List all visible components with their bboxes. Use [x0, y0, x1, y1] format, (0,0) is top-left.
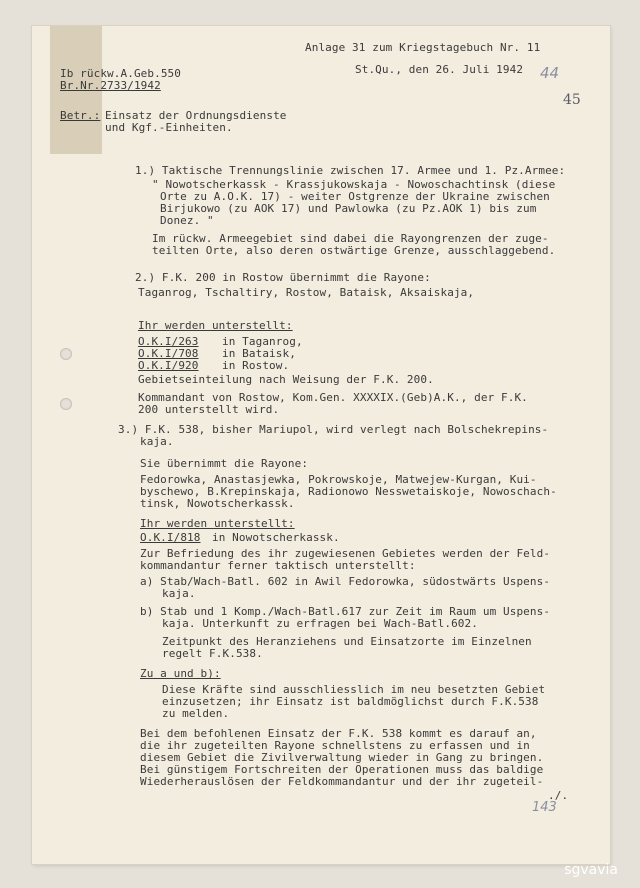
page-number: 45 [563, 92, 581, 108]
body-line: Diese Kräfte sind ausschliesslich im neu besetzten Gebiet [162, 683, 546, 696]
body-line: zu melden. [162, 707, 230, 720]
reference-number: Br.Nr.2733/1942 [60, 79, 161, 92]
body-line: Orte zu A.O.K. 17) - weiter Ostgrenze der Ukraine zwischen [160, 190, 550, 203]
punch-hole-top [60, 348, 72, 360]
body-line: regelt F.K.538. [162, 647, 263, 660]
body-line: kaja. [162, 587, 196, 600]
body-line: Bei günstigem Fortschreiten der Operationen muss das baldige [140, 763, 544, 776]
body-line: 2.) F.K. 200 in Rostow übernimmt die Rayone: [135, 271, 431, 284]
punch-hole-bottom [60, 398, 72, 410]
body-line: Bei dem befohlenen Einsatz der F.K. 538 kommt es darauf an, [140, 727, 537, 740]
body-line: 1.) Taktische Trennungslinie zwischen 17. Armee und 1. Pz.Armee: [135, 164, 566, 177]
office-line: Ib rückw.A.Geb.550 [60, 67, 182, 80]
body-line: Zur Befriedung des ihr zugewiesenen Gebietes werden der Feld- [140, 547, 551, 560]
unit-code: O.K.I/818 [140, 531, 201, 544]
body-line: die ihr zugeteilten Rayone schnellstens zu erfassen und in [140, 739, 530, 752]
body-line: Gebietseinteilung nach Weisung der F.K. 200. [138, 373, 434, 386]
continuation-mark: ./. [548, 789, 569, 802]
subject-prefix: Betr.: [60, 109, 101, 122]
subject-line-2: und Kgf.-Einheiten. [105, 121, 233, 134]
body-line: Ihr werden unterstellt: [140, 517, 295, 530]
body-line: 200 unterstellt wird. [138, 403, 280, 416]
body-line: Fedorowka, Anastasjewka, Pokrowskoje, Matwejew-Kurgan, Kui- [140, 473, 537, 486]
body-line: Zu a und b): [140, 667, 221, 680]
body-line: Taganrog, Tschaltiry, Rostow, Bataisk, Aksaiskaja, [138, 286, 475, 299]
body-line: Im rückw. Armeegebiet sind dabei die Rayongrenzen der zuge- [152, 232, 549, 245]
body-line: a) Stab/Wach-Batl. 602 in Awil Fedorowka, südostwärts Uspens- [140, 575, 551, 588]
unit-code: O.K.I/920 [138, 359, 199, 372]
watermark: sgvavia [564, 862, 618, 878]
place-date: St.Qu., den 26. Juli 1942 [355, 63, 524, 76]
body-line: Zeitpunkt des Heranziehens und Einsatzorte im Einzelnen [162, 635, 532, 648]
unit-code: O.K.I/708 [138, 347, 199, 360]
body-line: Ihr werden unterstellt: [138, 319, 293, 332]
body-line: kaja. [140, 435, 174, 448]
subject-line-1: Einsatz der Ordnungsdienste [105, 109, 287, 122]
body-line: in Bataisk, [222, 347, 296, 360]
annex-title: Anlage 31 zum Kriegstagebuch Nr. 11 [305, 41, 541, 54]
body-line: teilten Orte, also deren ostwärtige Grenze, ausschlaggebend. [152, 244, 556, 257]
unit-code: O.K.I/263 [138, 335, 199, 348]
body-line: einzusetzen; ihr Einsatz ist baldmöglichst durch F.K.538 [162, 695, 539, 708]
body-line: kommandantur ferner taktisch unterstellt: [140, 559, 416, 572]
body-line: Wiederherauslösen der Feldkommandantur und der ihr zugeteil- [140, 775, 544, 788]
body-line: in Taganrog, [222, 335, 303, 348]
body-line: Kommandant von Rostow, Kom.Gen. XXXXIX.(Geb)A.K., der F.K. [138, 391, 528, 404]
body-line: b) Stab und 1 Komp./Wach-Batl.617 zur Zeit im Raum um Uspens- [140, 605, 551, 618]
body-line: diesem Gebiet die Zivilverwaltung wieder in Gang zu bringen. [140, 751, 544, 764]
body-line: Birjukowo (zu AOK 17) und Pawlowka (zu Pz.AOK 1) bis zum [160, 202, 537, 215]
body-line: 3.) F.K. 538, bisher Mariupol, wird verlegt nach Bolschekrepins- [118, 423, 549, 436]
body-line: " Nowotscherkassk - Krassjukowskaja - Nowoschachtinsk (diese [152, 178, 556, 191]
body-line: in Nowotscherkassk. [212, 531, 340, 544]
body-line: Sie übernimmt die Rayone: [140, 457, 309, 470]
body-line: tinsk, Nowotscherkassk. [140, 497, 295, 510]
body-line: kaja. Unterkunft zu erfragen bei Wach-Batl.602. [162, 617, 478, 630]
pencil-folio: 143 [532, 800, 557, 815]
body-line: Donez. " [160, 214, 214, 227]
body-line: byschewo, B.Krepinskaja, Radionowo Nesswetaiskoje, Nowoschach- [140, 485, 557, 498]
body-line: in Rostow. [222, 359, 290, 372]
pencil-number: 44 [540, 64, 560, 82]
